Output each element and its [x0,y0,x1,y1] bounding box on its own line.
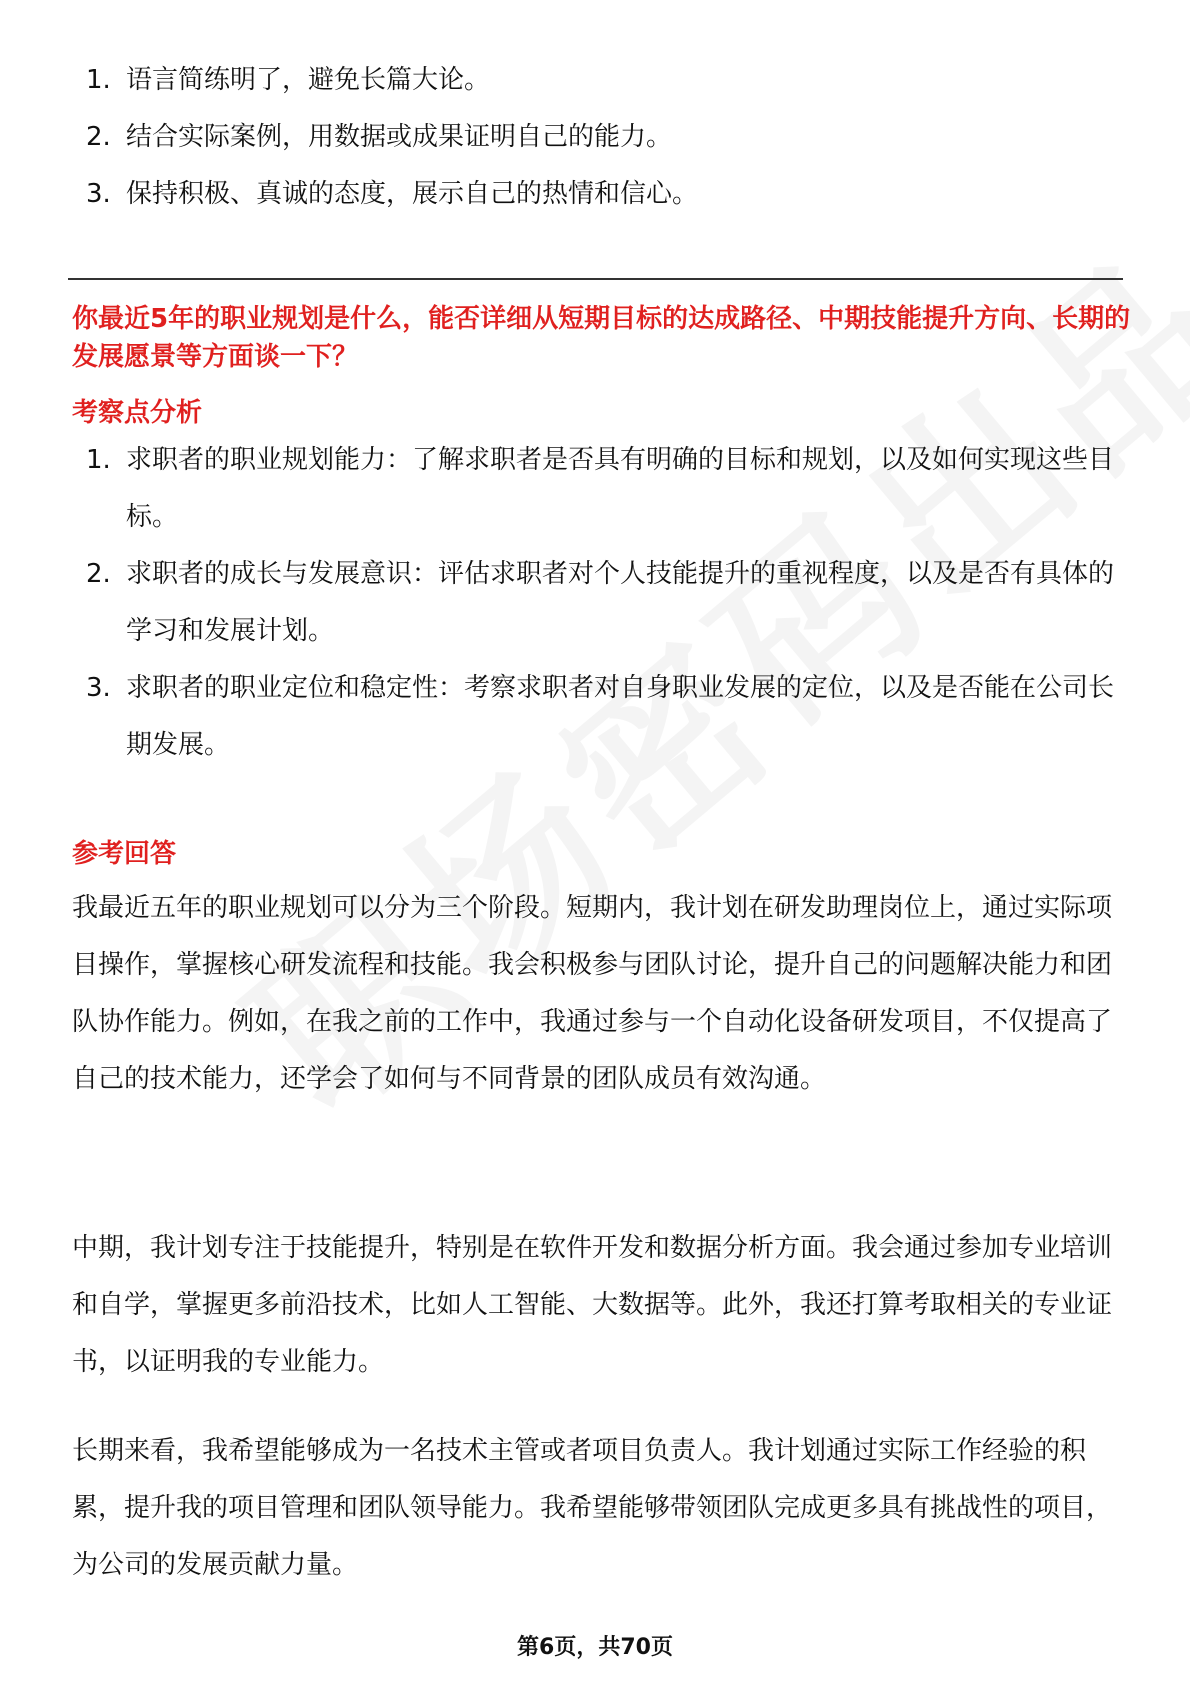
list-item-number: 1. [86,65,111,95]
list-item-text: 求职者的职业规划能力：了解求职者是否具有明确的目标和规划，以及如何实现这些目标。 [126,445,1115,532]
answer-paragraph: 我最近五年的职业规划可以分为三个阶段。短期内，我计划在研发助理岗位上，通过实际项目操作，掌握核心研发流程和技能。我会积极参与团队讨论，提升自己的问题解决能力和团队协作能力。例如，在我之前的工作中，我通过参与一个自动化设备研发项目，不仅提高了自己的技术能力，还学会了如何与不同背景的团队成员有效沟通。 [72,893,1113,1094]
list-item [82,119,1102,155]
list-item [82,176,1102,212]
list-item-text: 求职者的职业定位和稳定性：考察求职者对自身职业发展的定位，以及是否能在公司长期发展。 [126,673,1115,760]
analysis-heading: 考察点分析 [72,398,203,428]
list-item-text: 结合实际案例，用数据或成果证明自己的能力。 [126,122,673,152]
list-item-number: 2. [86,559,111,589]
page-number-footer: 第6页，共70页 [517,1635,673,1660]
list-item-number: 1. [86,445,111,475]
list-item-number: 3. [86,673,111,703]
analysis-list [82,432,1122,774]
list-item [82,62,1102,98]
question-title: 你最近5年的职业规划是什么，能否详细从短期目标的达成路径、中期技能提升方向、长期的发展愿景等方面谈一下？ [72,304,1131,372]
list-item-text: 保持积极、真诚的态度，展示自己的热情和信心。 [126,179,699,209]
answer-paragraph: 长期来看，我希望能够成为一名技术主管或者项目负责人。我计划通过实际工作经验的积累，提升我的项目管理和团队领导能力。我希望能够带领团队完成更多具有挑战性的项目，为公司的发展贡献力量。 [72,1436,1113,1580]
list-item-text: 语言简练明了，避免长篇大论。 [126,65,491,95]
list-item-text: 求职者的成长与发展意识：评估求职者对个人技能提升的重视程度，以及是否有具体的学习和发展计划。 [126,559,1115,646]
list-item [82,432,1122,546]
list-item [82,546,1122,660]
section-divider [68,278,1123,280]
list-item-number: 2. [86,122,111,152]
answer-heading: 参考回答 [72,839,177,869]
tips-list [82,62,1102,233]
list-item [82,660,1122,774]
answer-paragraph: 中期，我计划专注于技能提升，特别是在软件开发和数据分析方面。我会通过参加专业培训和自学，掌握更多前沿技术，比如人工智能、大数据等。此外，我还打算考取相关的专业证书，以证明我的专业能力。 [72,1233,1113,1377]
list-item-number: 3. [86,179,111,209]
